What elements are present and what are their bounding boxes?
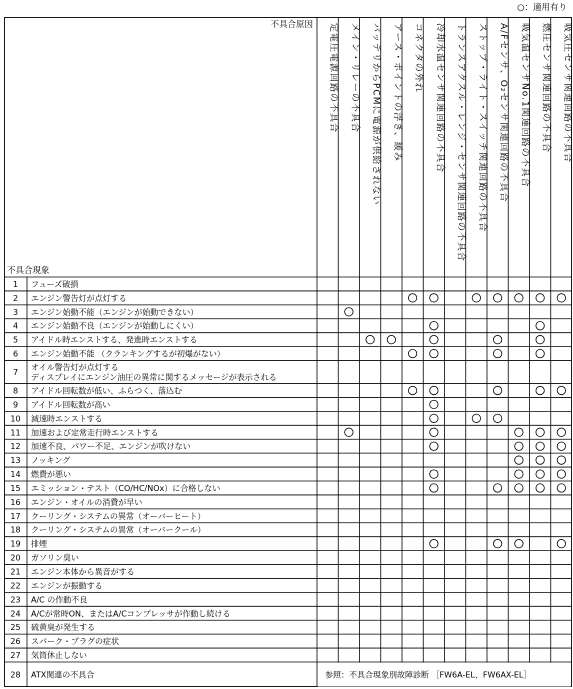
row-number: 16 (10, 497, 21, 507)
row-number: 12 (10, 442, 21, 452)
table-row (13, 349, 544, 359)
column-header: トランスアクスル・レンジ・センサ関連回路の不具合 (455, 23, 466, 262)
applicable-mark (557, 386, 565, 394)
row-number: 15 (10, 483, 21, 493)
applicable-mark (345, 308, 353, 316)
column-header: ストップ・ライト・スイッチ関連回路の不具合 (476, 23, 487, 233)
row-label: 減速時エンストする (31, 414, 103, 424)
row-label: 燃費が悪い (31, 470, 71, 480)
table-row (10, 483, 565, 493)
table-row (10, 456, 565, 465)
applicable-mark (536, 294, 544, 302)
applicable-mark (515, 484, 523, 492)
table-row (10, 427, 565, 437)
applicable-mark (430, 484, 438, 492)
applicable-mark (557, 294, 565, 302)
column-header: A/Fセンサ、O₂センサ関連回路の不具合 (498, 23, 509, 203)
row-number: 17 (10, 511, 21, 521)
row-label: クーリング・システムの異常（オーバークール） (31, 525, 206, 535)
column-header: バッテリからPCMに電源が供給されない (370, 23, 381, 206)
applicable-mark (472, 414, 480, 422)
table-row (10, 413, 501, 423)
applicable-mark (345, 428, 353, 436)
table-row (10, 511, 205, 521)
row-number: 25 (10, 623, 21, 633)
applicable-mark (536, 349, 544, 357)
applicable-mark (472, 294, 480, 302)
row-label: 加速不良、パワー不足、エンジンが吹けない (31, 442, 191, 452)
applicable-mark (536, 484, 544, 492)
row-number: 24 (10, 609, 21, 619)
table-row (13, 362, 277, 382)
table-row (10, 525, 205, 535)
row-number: 22 (10, 581, 21, 591)
column-header: 定電圧電源回路の不具合 (328, 23, 339, 134)
table-row (13, 307, 353, 317)
applicable-mark (430, 414, 438, 422)
table-row (10, 663, 571, 687)
applicable-mark (430, 400, 438, 408)
row-label: A/C の作動不良 (31, 595, 88, 605)
applicable-mark (430, 442, 438, 450)
applicable-mark (493, 386, 501, 394)
column-header: コネクタの外れ (413, 23, 424, 93)
row-number: 5 (12, 335, 19, 345)
applicable-mark (493, 335, 501, 343)
row-label: 気筒休止しない (31, 651, 87, 661)
applicable-mark (493, 484, 501, 492)
applicable-mark (536, 386, 544, 394)
applicable-mark (430, 322, 438, 330)
table-row (13, 293, 566, 303)
row-number: 23 (10, 595, 21, 605)
row-label: 硫黄臭が発生する (31, 623, 95, 633)
row-label: ATX関連の不具合 (31, 670, 95, 680)
applicable-mark (536, 428, 544, 436)
row-label: スパーク・プラグの症状 (31, 637, 119, 647)
row-number: 13 (10, 456, 21, 466)
row-label: クーリング・システムの異常（オーバーヒート） (31, 511, 206, 521)
row-label-line2: ディスプレイにエンジン油圧の異常に関するメッセージが表示される (31, 373, 277, 383)
applicable-mark (557, 470, 565, 478)
row-number: 8 (12, 386, 19, 396)
applicable-mark (536, 322, 544, 330)
applicable-mark (515, 539, 523, 547)
table-row (10, 497, 142, 507)
applicable-mark (515, 456, 523, 464)
applicable-mark (430, 335, 438, 343)
applicable-mark (536, 470, 544, 478)
row-number: 27 (10, 651, 21, 661)
row-number: 4 (12, 321, 19, 331)
table-row (10, 469, 565, 479)
table-row (13, 386, 566, 396)
applicable-mark (515, 442, 523, 450)
applicable-mark (557, 456, 565, 464)
applicable-mark (536, 456, 544, 464)
row-label: エンジン始動不良（エンジンが始動しにくい） (31, 321, 199, 331)
applicable-mark (515, 428, 523, 436)
table-row (13, 279, 78, 289)
row-label: アイドル回転数が高い (31, 400, 111, 410)
row-label: エンジン警告灯が点灯する (31, 293, 127, 303)
applicable-mark (493, 294, 501, 302)
cause-header-label: 不具合原因 (270, 20, 313, 30)
row-label: 排煙 (31, 539, 47, 549)
row-number: 19 (10, 539, 21, 549)
row-label: エミッション・テスト（CO/HC/NOx）に合格しない (31, 483, 221, 493)
applicable-mark (557, 484, 565, 492)
row-label: エンジン・オイルの消費が早い (31, 497, 143, 507)
column-header: 吸気圧センサ関連回路の不具合 (561, 23, 572, 164)
row-label: エンジンが振動する (31, 581, 103, 591)
applicable-mark (408, 294, 416, 302)
row-number: 14 (10, 470, 21, 480)
column-header: 吸気温センサNo.1関連回路の不具合 (519, 23, 530, 188)
table-row (10, 553, 79, 563)
applicable-mark (557, 539, 565, 547)
applicable-mark (387, 335, 395, 343)
row-number: 18 (10, 525, 21, 535)
applicable-mark (366, 335, 374, 343)
table-row (13, 399, 438, 409)
table-row (13, 335, 544, 345)
applicable-mark (557, 442, 565, 450)
row-label: エンジン本体から異音がする (31, 567, 135, 577)
row-number: 3 (12, 307, 19, 317)
column-header: 冷却水温センサ関連回路の不具合 (434, 23, 445, 174)
table-row (10, 539, 565, 549)
table-row (10, 567, 134, 577)
applicable-mark (430, 349, 438, 357)
table-row (10, 441, 565, 451)
applicable-mark (493, 414, 501, 422)
table-row (10, 650, 87, 660)
table-row (13, 321, 544, 331)
applicable-mark (557, 428, 565, 436)
row-number: 9 (12, 400, 19, 410)
reference-note: 参照：不具合現象別故障診断 ［FW6A-EL、FW6AX-EL］ (325, 670, 532, 680)
row-number: 26 (10, 637, 21, 647)
table-row (10, 594, 87, 604)
row-number: 1 (12, 279, 19, 289)
row-number: 21 (10, 567, 21, 577)
applicable-mark (536, 335, 544, 343)
applicable-mark (493, 349, 501, 357)
applicable-mark (493, 539, 501, 547)
row-number: 20 (10, 553, 21, 563)
row-label: アイドル回転数が低い、ふらつく、落込む (31, 386, 183, 396)
applicable-mark (515, 470, 523, 478)
row-number: 10 (10, 414, 21, 424)
row-number: 7 (12, 368, 19, 378)
row-label: ガソリン臭い (31, 553, 79, 563)
applicable-mark (430, 386, 438, 394)
applicable-mark (408, 349, 416, 357)
row-number: 28 (10, 670, 21, 680)
applicable-mark (536, 442, 544, 450)
symptom-header-label: 不具合現象 (7, 266, 50, 276)
table-row (10, 608, 230, 618)
fault-table (4, 17, 572, 687)
applicable-mark (430, 294, 438, 302)
row-number: 11 (10, 428, 21, 438)
row-label: 加速および定常走行時エンストする (31, 428, 159, 438)
row-label: アイドル時エンストする、発進時エンストする (31, 335, 198, 345)
row-label: フューズ破損 (31, 279, 79, 289)
row-label: オイル警告灯が点灯する (31, 363, 119, 373)
row-label: ノッキング (31, 456, 71, 466)
column-header: メイン・リレーの不具合 (349, 23, 360, 133)
column-header: 燃圧センサ関連回路の不具合 (540, 23, 551, 154)
column-header: アース・ポイントの浮き、緩み (391, 23, 402, 162)
applicable-mark (430, 428, 438, 436)
applicable-mark (430, 539, 438, 547)
applicable-mark (408, 386, 416, 394)
row-label: A/Cが常時ON、またはA/Cコンプレッサが作動し続ける (31, 609, 231, 619)
table-row (10, 580, 102, 590)
applicable-mark (515, 294, 523, 302)
row-label: エンジン始動不能（エンジンが始動できない） (31, 307, 199, 317)
table-row (10, 622, 95, 632)
row-number: 2 (12, 293, 19, 303)
row-number: 6 (12, 349, 19, 359)
legend: ○：適用有り (517, 3, 567, 13)
row-label: エンジン始動不能 （クランキングするが初爆がない） (31, 349, 225, 359)
applicable-mark (430, 470, 438, 478)
